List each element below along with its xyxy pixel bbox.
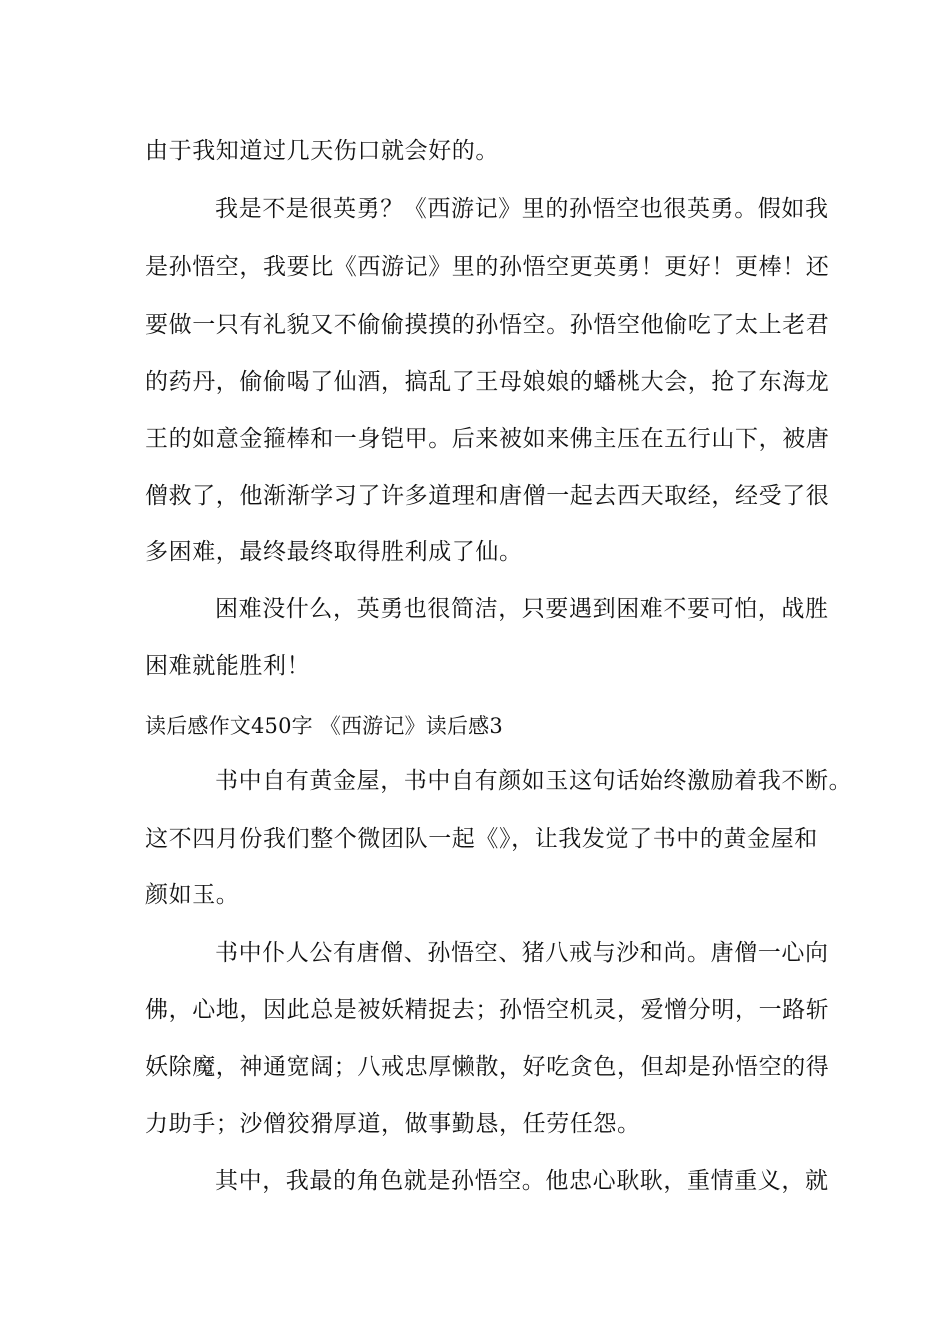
text-line: 妖除魔，神通宽阔；八戒忠厚懒散，好吃贪色，但却是孙悟空的得 — [145, 1054, 830, 1080]
text-line: 多困难，最终最终取得胜利成了仙。 — [145, 539, 523, 565]
paragraph-first-line: 其中，我最的角色就是孙悟空。他忠心耿耿，重情重义，就 — [215, 1168, 829, 1194]
paragraph-first-line: 困难没什么，英勇也很简洁，只要遇到困难不要可怕，战胜 — [215, 596, 829, 622]
paragraph-first-line: 我是不是很英勇？《西游记》里的孙悟空也很英勇。假如我 — [215, 196, 829, 222]
section-heading: 读后感作文450字 《西游记》读后感3 — [145, 714, 503, 738]
text-line: 颜如玉。 — [145, 882, 240, 908]
text-line: 要做一只有礼貌又不偷偷摸摸的孙悟空。孙悟空他偷吃了太上老君 — [145, 312, 830, 338]
paragraph-first-line: 书中自有黄金屋，书中自有颜如玉这句话始终激励着我不断。 — [215, 768, 853, 794]
text-line: 由于我知道过几天伤口就会好的。 — [145, 138, 499, 164]
text-line: 这不四月份我们整个微团队一起《》，让我发觉了书中的黄金屋和 — [145, 826, 818, 852]
text-line: 佛，心地，因此总是被妖精捉去；孙悟空机灵，爱憎分明，一路斩 — [145, 997, 830, 1023]
text-line: 是孙悟空，我要比《西游记》里的孙悟空更英勇！更好！更棒！还 — [145, 254, 830, 280]
text-line: 的药丹，偷偷喝了仙酒，搞乱了王母娘娘的蟠桃大会，抢了东海龙 — [145, 369, 830, 395]
paragraph-first-line: 书中仆人公有唐僧、孙悟空、猪八戒与沙和尚。唐僧一心向 — [215, 940, 829, 966]
text-line: 力助手；沙僧狡猾厚道，做事勤恳，任劳任怨。 — [145, 1111, 641, 1137]
text-line: 困难就能胜利！ — [145, 653, 311, 679]
text-line: 僧救了，他渐渐学习了许多道理和唐僧一起去西天取经，经受了很 — [145, 483, 830, 509]
text-line: 王的如意金箍棒和一身铠甲。后来被如来佛主压在五行山下，被唐 — [145, 426, 830, 452]
